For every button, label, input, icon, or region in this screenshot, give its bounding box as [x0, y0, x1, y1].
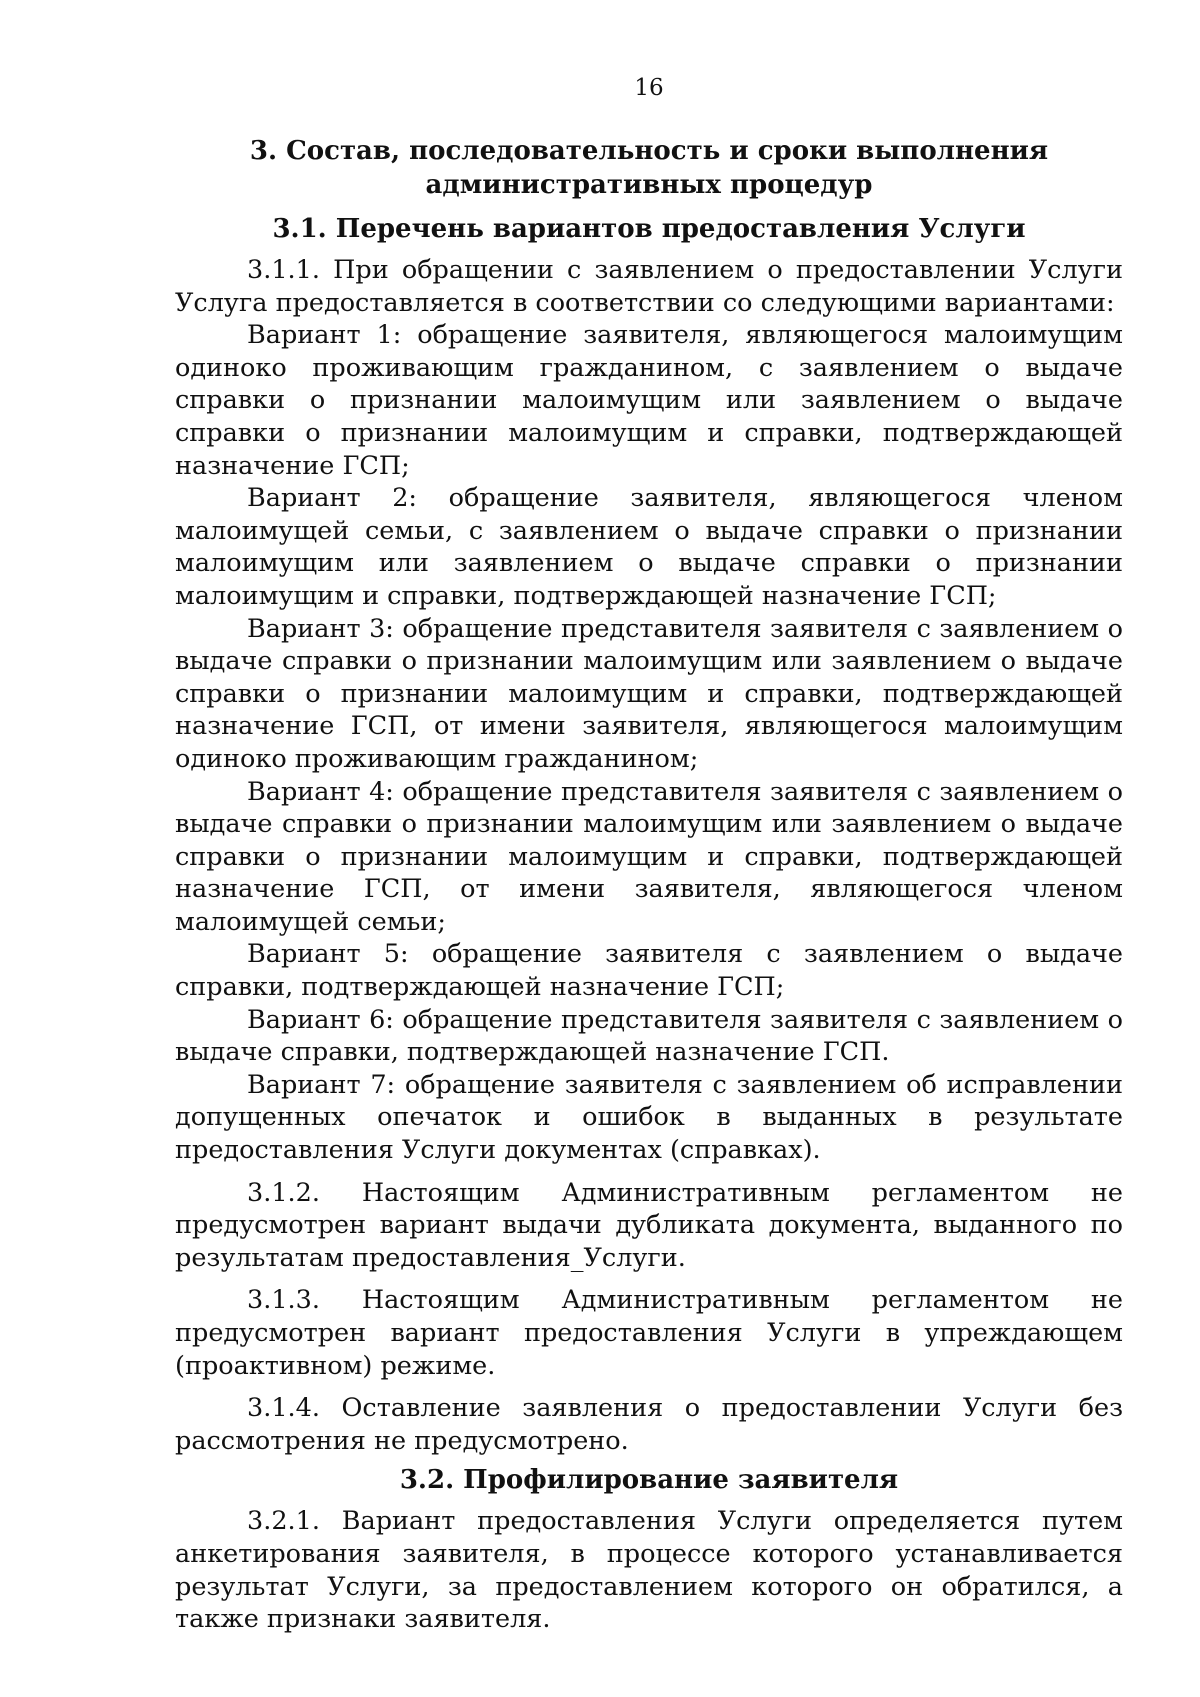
paragraph-variant-7: Вариант 7: обращение заявителя с заявлением об исправлении допущенных опечаток и ошибок в выданных в результате предоставления Услуги документах (справках). [175, 1069, 1123, 1166]
page-number: 16 [634, 75, 664, 101]
paragraph-3-1-4: 3.1.4. Оставление заявления о предоставлении Услуги без рассмотрения не предусмотрено. [175, 1393, 1123, 1456]
section-title: 3. Состав, последовательность и сроки выполнения административных процедур [249, 136, 1049, 200]
subsection-title-3-1: 3.1. Перечень вариантов предоставления Услуги [272, 214, 1026, 244]
paragraph-variant-5: Вариант 5: обращение заявителя с заявлением о выдаче справки, подтверждающей назначение ГСП; [175, 939, 1123, 1003]
page-content [175, 134, 1123, 1636]
subsection-title-3-2: 3.2. Профилирование заявителя [399, 1465, 899, 1496]
paragraph-variant-4: Вариант 4: обращение представителя заявителя с заявлением о выдаче справки о признании малоимущим или заявлением о выдаче справки о признании малоимущим и справки, подтверждающей назначение ГСП, от имени заявителя, являющегося членом малоимущей семьи; [175, 776, 1123, 937]
paragraph-variant-2: Вариант 2: обращение заявителя, являющегося членом малоимущей семьи, с заявлением о выдаче справки о признании малоимущим или заявлением о выдаче справки о признании малоимущим и справки, подтверждающей назначение ГСП; [175, 483, 1123, 611]
paragraph-3-2-1: 3.2.1. Вариант предоставления Услуги определяется путем анкетирования заявителя, в процессе которого устанавливается результат Услуги, за предоставлением которого он обратился, а также признаки заявителя. [175, 1506, 1123, 1635]
paragraph-3-1-1: 3.1.1. При обращении с заявлением о предоставлении Услуги Услуга предоставляется в соответствии со следующими вариантами: [175, 255, 1123, 318]
paragraph-3-1-2: 3.1.2. Настоящим Административным регламентом не предусмотрен вариант выдачи дубликата документа, выданного по результатам предоставления_Услуги. [175, 1177, 1123, 1273]
paragraph-variant-3: Вариант 3: обращение представителя заявителя с заявлением о выдаче справки о признании малоимущим или заявлением о выдаче справки о признании малоимущим и справки, подтверждающей назначение ГСП, от имени заявителя, являющегося малоимущим одиноко проживающим гражданином; [175, 613, 1123, 774]
paragraph-variant-1: Вариант 1: обращение заявителя, являющегося малоимущим одиноко проживающим гражданином, с заявлением о выдаче справки о признании малоимущим или заявлением о выдаче справки о признании малоимущим и справки, подтверждающей назначение ГСП; [175, 320, 1123, 481]
paragraph-3-1-3: 3.1.3. Настоящим Административным регламентом не предусмотрен вариант предоставления Услуги в упреждающем (проактивном) режиме. [175, 1285, 1123, 1381]
paragraph-variant-6: Вариант 6: обращение представителя заявителя с заявлением о выдаче справки, подтверждающей назначение ГСП. [175, 1004, 1123, 1068]
